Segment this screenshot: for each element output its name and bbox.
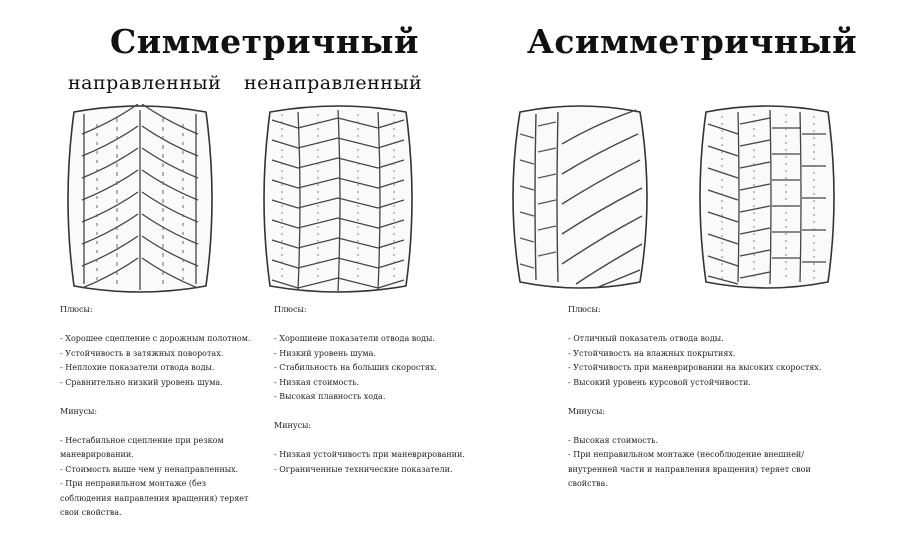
cons-list	[274, 448, 474, 477]
list-item: - Высокая плавность хода.	[274, 392, 386, 401]
list-item: - Неплохие показатели отвода воды.	[60, 363, 215, 372]
list-item: - Хорошиеие показатели отвода воды.	[274, 334, 435, 343]
cons-label: Минусы:	[274, 421, 312, 430]
list-item: свойства.	[568, 479, 608, 488]
cons-list	[568, 434, 868, 492]
list-item: - Низкая устойчивость при маневрировании.	[274, 450, 465, 459]
list-item: - Высокий уровень курсовой устойчивости.	[568, 377, 751, 387]
pros-label: Плюсы:	[568, 305, 601, 314]
directional-subheading: направленный	[68, 72, 222, 94]
list-item: - Ограниченные технические показатели.	[274, 464, 453, 474]
list-item: - При неправильном монтаже (несоблюдение внешней/	[568, 450, 804, 459]
list-item: - Низкая стоимость.	[274, 377, 360, 387]
list-item: - Отличный показатель отвода воды.	[568, 334, 724, 343]
cons-list	[60, 434, 260, 521]
list-item: - Устойчивость при маневрировании на высоких скоростях.	[568, 363, 822, 372]
nondirectional-info	[274, 303, 474, 477]
list-item: - Высокая стоимость.	[568, 435, 659, 445]
asymmetric-tire-image-1	[506, 104, 654, 290]
list-item: - Устойчивость в затяжных поворотах.	[60, 348, 224, 358]
symmetric-directional-tire-image	[62, 104, 218, 294]
list-item: - Стоимость выше чем у ненаправленных.	[60, 464, 239, 474]
cons-label: Минусы:	[60, 406, 98, 416]
list-item: - Низкий уровень шума.	[274, 348, 376, 358]
list-item: - Нестабильное сцепление при резком	[60, 435, 224, 445]
list-item: - Стабильность на больших скоростях.	[274, 363, 437, 372]
list-item: - Устойчивость на влажных покрытиях.	[568, 348, 736, 358]
pros-list	[60, 332, 260, 390]
list-item: - При неправильном монтаже (без	[60, 479, 206, 488]
list-item: свои свойства.	[60, 508, 122, 517]
asymmetric-heading: Асимметричный	[527, 22, 858, 61]
symmetric-heading: Симметричный	[110, 22, 419, 61]
directional-info	[60, 303, 260, 521]
pros-list	[568, 332, 868, 390]
list-item: маневрировании.	[60, 450, 134, 459]
pros-list	[274, 332, 474, 405]
list-item: - Сравнительно низкий уровень шума.	[60, 377, 223, 387]
nondirectional-subheading: ненаправленный	[244, 72, 423, 94]
cons-label: Минусы:	[568, 406, 606, 416]
list-item: - Хорошее сцепление с дорожным полотном.	[60, 334, 251, 343]
pros-label: Плюсы:	[60, 305, 93, 314]
list-item: соблюдения направления вращения) теряет	[60, 493, 249, 503]
pros-label: Плюсы:	[274, 305, 307, 314]
asymmetric-info	[568, 303, 868, 492]
asymmetric-tire-image-2	[694, 104, 840, 290]
symmetric-nondirectional-tire-image	[258, 104, 418, 294]
list-item: внутренней части и направления вращения) теряет свои	[568, 464, 811, 474]
